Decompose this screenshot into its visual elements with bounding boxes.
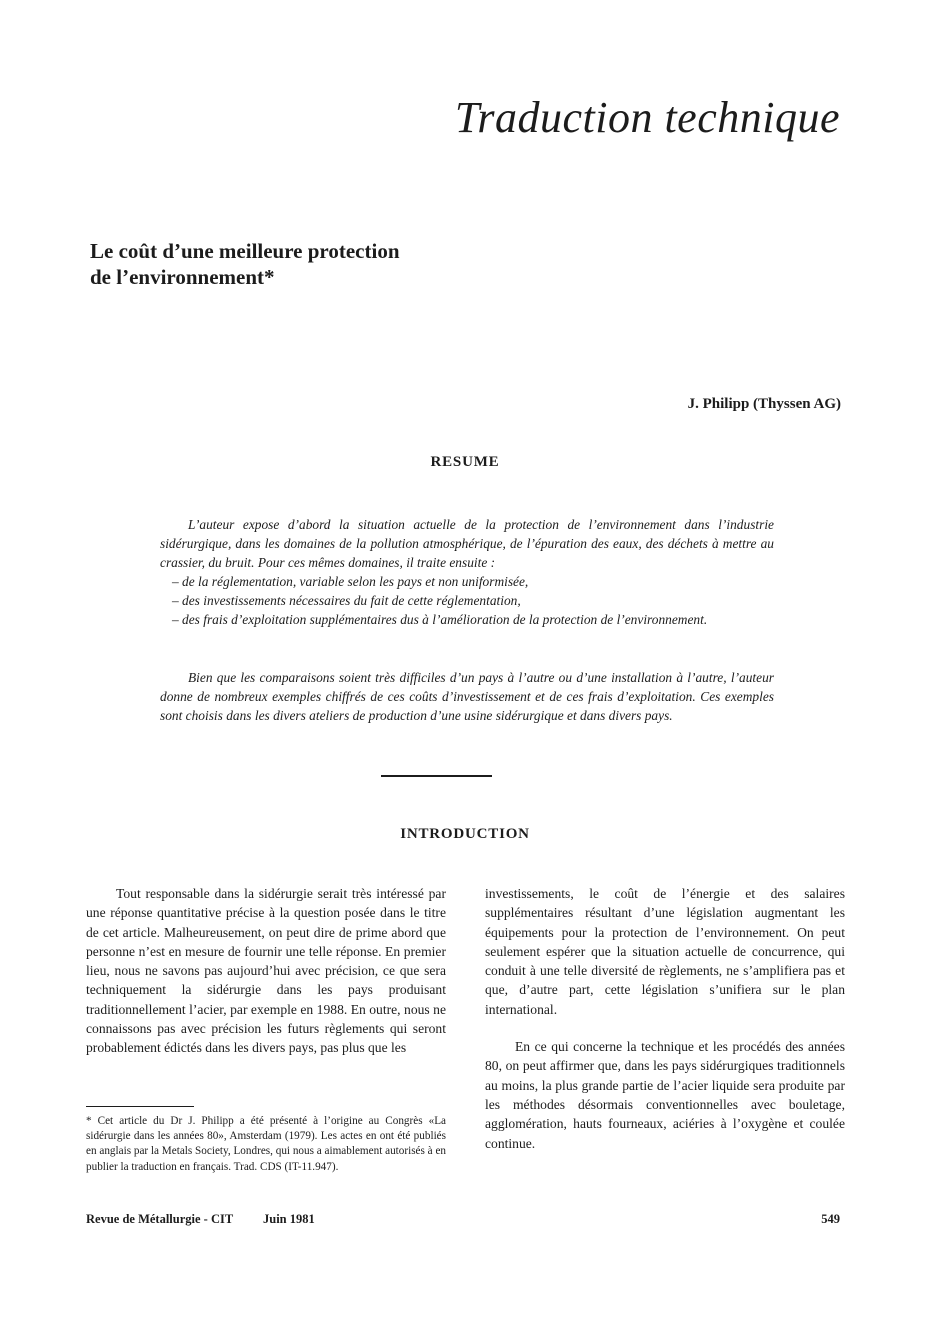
body-paragraph: Tout responsable dans la sidérurgie serait très intéressé par une réponse quantitative précise à la question posée dans le titre de cet article. Malheureusement, on peut dire de prime abord que personne n’est en mesure de fournir une telle réponse. En premier lieu, nous ne savons pas aujourd’hui avec précision, ce que sera techniquement la sidérurgie dans les pays produisant traditionnellement l’acier, par exemple en 1988. En outre, nous ne connaissons pas avec précision les futurs règlements qui seront probablement édictés dans les divers pays, pas plus que les	[86, 886, 446, 1056]
abstract-list-item: – des investissements nécessaires du fait de cette réglementation,	[172, 593, 521, 608]
footnote-divider	[86, 1106, 194, 1107]
introduction-heading: INTRODUCTION	[400, 826, 530, 842]
resume-heading: RESUME	[430, 454, 500, 470]
author-byline: J. Philipp (Thyssen AG)	[687, 396, 841, 412]
section-divider	[381, 775, 492, 777]
article-title-line-1: Le coût d’une meilleure protection	[90, 239, 400, 263]
article-title-line-2: de l’environnement*	[90, 265, 275, 289]
section-label: Traduction technique	[454, 93, 840, 142]
abstract-intro: L’auteur expose d’abord la situation actuelle de la protection de l’environnement dans l’industrie sidérurgique, dans les domaines de la pollution atmosphérique, de l’épuration des eaux, des déchets à mettre au crassier, du bruit. Pour ces mêmes domaines, il traite ensuite :	[160, 517, 774, 570]
footer-page-number: 549	[821, 1212, 840, 1226]
body-paragraph: En ce qui concerne la technique et les procédés des années 80, on peut affirmer que, dans les pays sidérurgiques traditionnels au moins, la plus grande partie de l’acier liquide sera produite par les méthodes désormais conventionnelles avec bouletage, agglomération, hauts fourneaux, aciéries à l’oxygène et coulée continue.	[485, 1039, 845, 1151]
abstract-list-item: – de la réglementation, variable selon les pays et non uniformisée,	[172, 574, 529, 589]
body-column-right	[485, 884, 845, 1153]
article-title	[90, 238, 610, 290]
abstract-paragraph-2	[160, 668, 774, 725]
body-column-left	[86, 884, 446, 1058]
body-paragraph: investissements, le coût de l’énergie et des salaires supplémentaires résultant d’une législation augmentant les équipements pour la protection de l’environnement. On peut seulement espérer que la situation actuelle de concurrence, qui conduit à une telle diversité de règlements, ne s’amplifiera pas et que, d’autre part, cette législation s’unifiera sur le plan international.	[485, 886, 845, 1017]
footer-journal-name: Revue de Métallurgie - CIT	[86, 1212, 234, 1226]
abstract-text: Bien que les comparaisons soient très difficiles d’un pays à l’autre ou d’une installation à l’autre, l’auteur donne de nombreux exemples chiffrés de ces coûts d’investissement et de ces frais d’exploitation. Ces exemples sont choisis dans les divers ateliers de production d’une usine sidérurgique et dans divers pays.	[160, 670, 774, 723]
abstract-paragraph-1	[160, 515, 774, 629]
abstract-list-item: – des frais d’exploitation supplémentaires dus à l’amélioration de la protection de l’environnement.	[172, 612, 708, 627]
footer-issue-date: Juin 1981	[263, 1212, 315, 1226]
footnote: * Cet article du Dr J. Philipp a été présenté à l’origine au Congrès «La sidérurgie dans les années 80», Amsterdam (1979). Les actes en ont été publiés en anglais par la Metals Society, Londres, qui nous a aimablement autorisés à en publier la traduction en français. Trad. CDS (IT-11.947).	[86, 1115, 446, 1173]
